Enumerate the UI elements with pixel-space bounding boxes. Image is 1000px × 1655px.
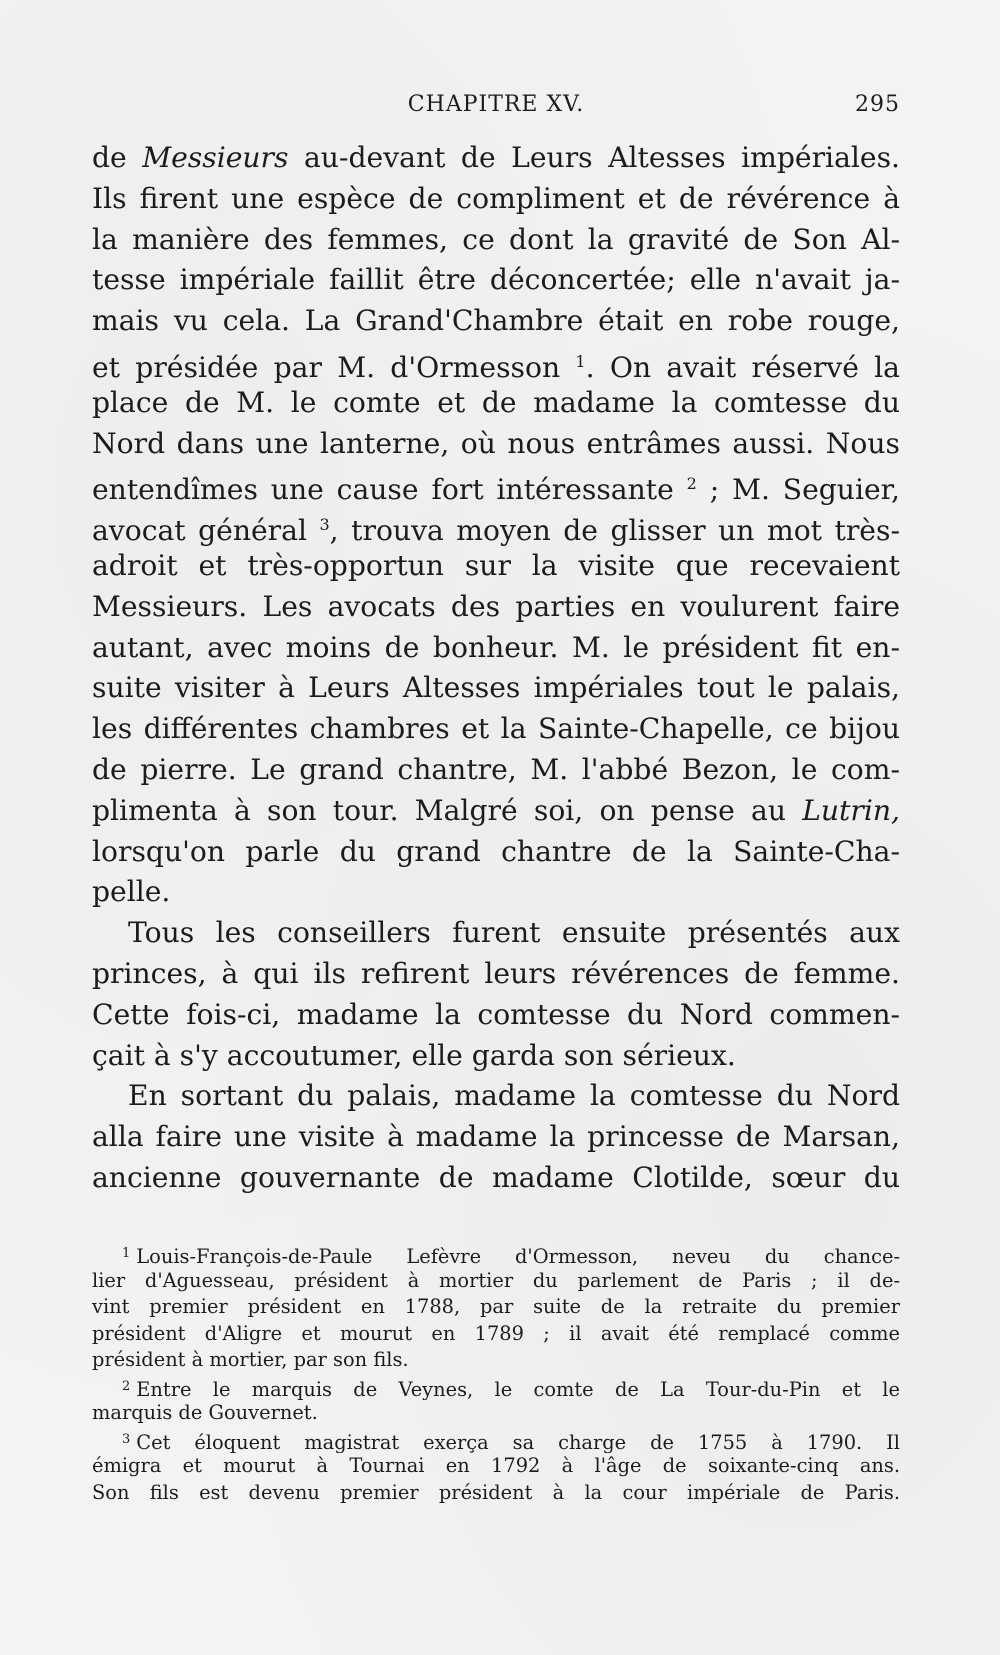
- footnote-text: marquis de Gouvernet.: [92, 1401, 318, 1424]
- footnote-reference: 3: [319, 515, 330, 535]
- footnote-text: vint premier président en 1788, par suite de la retraite du premier: [92, 1295, 900, 1318]
- chapter-heading: CHAPITRE XV.: [407, 92, 585, 117]
- footnote-line: [92, 1321, 900, 1348]
- text-line: [92, 628, 900, 669]
- running-head: [92, 92, 900, 124]
- footnote-line: [92, 1374, 900, 1401]
- text-segment: tesse impériale faillit être déconcertée; elle n'avait ja-: [92, 263, 900, 297]
- text-line: [92, 546, 900, 587]
- text-line: [92, 913, 900, 954]
- text-segment: Nord dans une lanterne, où nous entrâmes aussi. Nous: [92, 426, 900, 460]
- text-segment: , trouva moyen de glisser un mot très-: [329, 514, 900, 546]
- text-segment: çait à s'y accoutumer, elle garda son sérieux.: [92, 1038, 736, 1072]
- footnote-text: Entre le marquis de Veynes, le comte de La Tour-du-Pin et le: [136, 1377, 900, 1400]
- text-line: [92, 179, 900, 220]
- text-segment: . On avait réservé la: [585, 350, 900, 383]
- text-segment: En sortant du palais, madame la comtesse du Nord: [128, 1079, 900, 1113]
- text-segment: de: [92, 141, 143, 174]
- text-segment: de pierre. Le grand chantre, M. l'abbé Bezon, le com-: [92, 752, 900, 786]
- text-line: [92, 505, 900, 546]
- footnote-text: président à mortier, par son fils.: [92, 1348, 409, 1371]
- italic-text: Messieurs: [142, 141, 289, 174]
- text-segment: lorsqu'on parle du grand chantre de la Sainte-Cha-: [92, 834, 900, 868]
- text-line: [92, 260, 900, 301]
- body-text: [92, 138, 900, 1199]
- text-line: [92, 342, 900, 383]
- text-segment: les différentes chambres et la Sainte-Chapelle, ce bijou: [92, 712, 900, 746]
- text-line: [92, 954, 900, 995]
- footnote-text: Son fils est devenu premier président à la cour impériale de Paris.: [92, 1480, 900, 1504]
- text-line: [92, 750, 900, 791]
- text-segment: plimenta à son tour. Malgré soi, on pense au: [92, 793, 803, 827]
- text-segment: mais vu cela. La Grand'Chambre était en robe rouge,: [92, 304, 900, 338]
- footnote-line: [92, 1347, 900, 1374]
- text-line: [92, 587, 900, 628]
- text-segment: Cette fois-ci, madame la comtesse du Nord commen-: [92, 997, 900, 1031]
- footnote-line: [92, 1427, 900, 1454]
- text-line: [92, 220, 900, 261]
- footnote-number: 1: [122, 1246, 131, 1261]
- text-segment: Messieurs. Les avocats des parties en voulurent faire: [92, 589, 900, 623]
- text-segment: entendîmes une cause fort intéressante: [92, 473, 687, 506]
- footnote-text: président d'Aligre et mourut en 1789 ; il avait été remplacé comme: [92, 1321, 900, 1345]
- italic-text: Lutrin,: [802, 793, 900, 827]
- text-segment: place de M. le comte et de madame la comtesse du: [92, 385, 900, 419]
- text-segment: au-devant de Leurs Altesses impériales.: [288, 141, 900, 174]
- text-line: [92, 464, 900, 505]
- text-segment: ancienne gouvernante de madame Clotilde, sœur du: [92, 1160, 900, 1194]
- text-segment: et présidée par M. d'Ormesson: [92, 350, 576, 383]
- footnote-reference: 2: [686, 474, 697, 494]
- footnote-number: 3: [122, 1431, 131, 1447]
- footnotes: [92, 1241, 900, 1506]
- text-line: [92, 424, 900, 465]
- text-line: [92, 383, 900, 424]
- footnote-line: [92, 1400, 900, 1427]
- text-line: [92, 1158, 900, 1199]
- page-number: 295: [855, 92, 900, 117]
- text-segment: Tous les conseillers furent ensuite présentés aux: [128, 916, 900, 950]
- footnote-line: [92, 1241, 900, 1268]
- text-line: [92, 301, 900, 342]
- text-segment: alla faire une visite à madame la princesse de Marsan,: [92, 1120, 900, 1154]
- text-line: [92, 791, 900, 832]
- text-segment: la manière des femmes, ce dont la gravité de Son Al-: [92, 222, 900, 256]
- text-segment: adroit et très-opportun sur la visite que recevaient: [92, 548, 900, 582]
- text-segment: autant, avec moins de bonheur. M. le président fit en-: [92, 630, 900, 664]
- footnote-text: lier d'Aguesseau, président à mortier du parlement de Paris ; il de-: [92, 1268, 900, 1292]
- footnote-text: Louis-François-de-Paule Lefèvre d'Ormesson, neveu du chance-: [136, 1245, 900, 1268]
- text-line: [92, 138, 900, 179]
- text-line: [92, 1076, 900, 1117]
- footnote-line: [92, 1453, 900, 1480]
- text-line: [92, 872, 900, 913]
- footnote-line: [92, 1294, 900, 1321]
- text-segment: suite visiter à Leurs Altesses impériales tout le palais,: [92, 671, 900, 705]
- text-line: [92, 668, 900, 709]
- text-line: [92, 995, 900, 1036]
- footnote-line: [92, 1268, 900, 1295]
- text-segment: Ils firent une espèce de compliment et de révérence à: [92, 181, 900, 215]
- text-line: [92, 709, 900, 750]
- text-segment: avocat général: [92, 514, 320, 546]
- text-segment: princes, à qui ils refirent leurs révérences de femme.: [92, 956, 900, 990]
- text-line: [92, 1117, 900, 1158]
- footnote-text: émigra et mourut à Tournai en 1792 à l'âge de soixante-cinq ans.: [92, 1454, 900, 1477]
- text-line: [92, 1036, 900, 1077]
- text-segment: pelle.: [92, 875, 171, 909]
- footnote-text: Cet éloquent magistrat exerça sa charge de 1755 à 1790. Il: [136, 1430, 900, 1453]
- text-line: [92, 832, 900, 873]
- footnote-reference: 1: [575, 351, 586, 371]
- footnote-line: [92, 1480, 900, 1507]
- text-segment: ; M. Seguier,: [696, 473, 900, 506]
- footnote-number: 2: [122, 1378, 131, 1394]
